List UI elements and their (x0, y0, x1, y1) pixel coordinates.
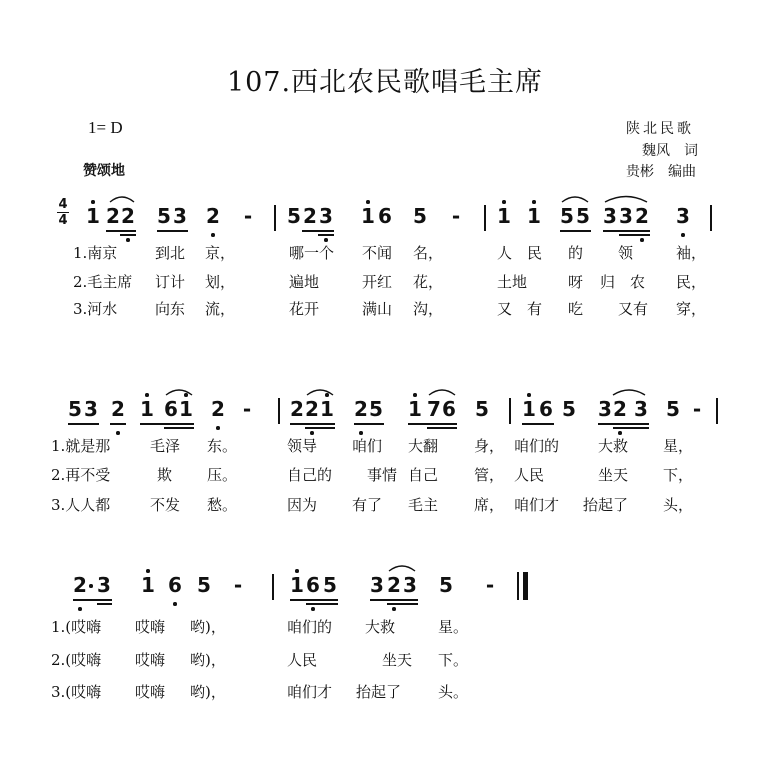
note: 2 (635, 204, 649, 228)
high-octave-dot (413, 393, 417, 397)
note: 2 (305, 397, 319, 421)
lyric: 沟， (413, 300, 444, 318)
eighth-underline (522, 423, 554, 425)
note: 1 (86, 204, 100, 228)
note: 1 (408, 397, 422, 421)
lyric: 3.人人都 (51, 496, 111, 514)
note: 3 (370, 573, 384, 597)
lyric: 袖， (676, 244, 707, 262)
dash: - (485, 573, 495, 597)
note: 3 (676, 204, 690, 228)
barline (274, 205, 276, 231)
lyric: 领导 (287, 437, 318, 455)
eighth-underline (302, 230, 334, 232)
lyric: 哟)， (190, 683, 226, 701)
eighth-underline (354, 423, 384, 425)
note: 2 (303, 204, 317, 228)
lyric: 哟)， (190, 618, 226, 636)
lyric: 不发 (150, 496, 181, 514)
lyric: 满山 (362, 300, 393, 318)
lyric: 大救 (365, 618, 396, 636)
lyric: 1.(哎嗨 (51, 618, 102, 636)
note: 2 (106, 204, 120, 228)
note: 6 (539, 397, 553, 421)
sixteenth-underline (619, 234, 650, 236)
lyric: 自己的 (287, 466, 333, 484)
eighth-underline (73, 599, 112, 601)
low-octave-dot (618, 431, 622, 435)
barline (710, 205, 712, 231)
note: 5 (287, 204, 301, 228)
note: 3 (97, 573, 111, 597)
note: 1 (140, 397, 154, 421)
low-octave-dot (116, 431, 120, 435)
sixteenth-underline (613, 427, 649, 429)
eighth-underline (290, 599, 338, 601)
lyric: 向东 (155, 300, 186, 318)
lyric: 流， (205, 300, 236, 318)
barline (509, 398, 511, 424)
low-octave-dot (359, 431, 363, 435)
lyric: 到北 (155, 244, 186, 262)
lyric: 咱们才 (514, 496, 560, 514)
note: 3 (319, 204, 333, 228)
eighth-underline (408, 423, 457, 425)
barline (484, 205, 486, 231)
note: 1 (497, 204, 511, 228)
lyric: 坐天 (598, 466, 629, 484)
lyricist-credit: 魏风 词 (642, 143, 698, 159)
lyric: 人 (497, 244, 513, 262)
note: 2 (387, 573, 401, 597)
low-octave-dot (126, 238, 130, 242)
final-barline-thick (523, 572, 528, 600)
sixteenth-underline (97, 603, 112, 605)
lyric: 京， (205, 244, 236, 262)
lyric: 不闻 (362, 244, 393, 262)
lyric: 因为 (287, 496, 318, 514)
slur (305, 385, 335, 397)
note: 5 (666, 397, 680, 421)
slur (108, 192, 136, 204)
low-octave-dot (216, 426, 220, 430)
note: 2 (206, 204, 220, 228)
lyric: 花开 (289, 300, 320, 318)
lyric: 星， (663, 437, 694, 455)
note: 2 (211, 397, 225, 421)
note: 2 (290, 397, 304, 421)
lyric: 3.(哎嗨 (51, 683, 102, 701)
eighth-underline (157, 230, 188, 232)
low-octave-dot (173, 602, 177, 606)
eighth-underline (106, 230, 136, 232)
note: 5 (439, 573, 453, 597)
eighth-underline (110, 423, 126, 425)
note: 1 (522, 397, 536, 421)
lyric: 毛主 (408, 496, 439, 514)
note: 1 (361, 204, 375, 228)
high-octave-dot (145, 393, 149, 397)
note: 1 (179, 397, 193, 421)
note: 5 (323, 573, 337, 597)
final-barline-thin (517, 572, 519, 600)
slur (611, 385, 647, 397)
lyric: 订计 (155, 273, 186, 291)
lyric: 有了 (352, 496, 383, 514)
lyric: 哎嗨 (135, 618, 166, 636)
lyric: 归 (600, 273, 616, 291)
sixteenth-underline (318, 234, 334, 236)
lyric: 抬起了 (583, 496, 629, 514)
page-title: 107.西北农民歌唱毛主席 (226, 67, 544, 98)
time-signature-top: 4 (58, 197, 68, 212)
lyric: 的 (568, 244, 584, 262)
lyric: 毛泽 (150, 437, 181, 455)
high-octave-dot (532, 200, 536, 204)
low-octave-dot (211, 233, 215, 237)
lyric: 下， (663, 466, 694, 484)
low-octave-dot (310, 431, 314, 435)
lyric: 又 (497, 300, 513, 318)
dash: - (243, 204, 253, 228)
high-octave-dot (527, 393, 531, 397)
low-octave-dot (681, 233, 685, 237)
lyric: 2.毛主席 (73, 273, 133, 291)
lyric: 1.就是那 (51, 437, 111, 455)
sixteenth-underline (120, 234, 136, 236)
sixteenth-underline (427, 427, 457, 429)
lyric: 哪一个 (289, 244, 335, 262)
lyric: 咱们才 (287, 683, 333, 701)
arranger-credit: 贵彬 编曲 (626, 164, 696, 180)
eighth-underline (68, 423, 99, 425)
note: 5 (197, 573, 211, 597)
lyric: 头， (663, 496, 694, 514)
note: 6 (378, 204, 392, 228)
note: 5 (157, 204, 171, 228)
lyric: 农 (630, 273, 646, 291)
lyric: 有 (527, 300, 543, 318)
lyric: 席， (474, 496, 505, 514)
lyric: 又有 (618, 300, 649, 318)
dash: - (242, 397, 252, 421)
note: 2 (613, 397, 627, 421)
lyric: 名， (413, 244, 444, 262)
lyric: 东。 (207, 437, 238, 455)
eighth-underline (290, 423, 335, 425)
source-credit: 陕北民歌 (626, 121, 694, 137)
lyric: 开红 (362, 273, 393, 291)
lyric: 划， (205, 273, 236, 291)
high-octave-dot (146, 569, 150, 573)
note: 3 (619, 204, 633, 228)
high-octave-dot (502, 200, 506, 204)
lyric: 身， (474, 437, 505, 455)
time-signature-bottom: 4 (58, 213, 68, 228)
lyric: 咱们的 (514, 437, 560, 455)
low-octave-dot (392, 607, 396, 611)
lyric: 坐天 (382, 651, 413, 669)
note: 1 (320, 397, 334, 421)
note: 2 (73, 573, 87, 597)
slur (603, 192, 649, 204)
lyric: 人民 (514, 466, 545, 484)
barline (272, 574, 274, 600)
lyric: 愁。 (207, 496, 238, 514)
eighth-underline (370, 599, 418, 601)
tempo-marking: 赞颂地 (83, 163, 125, 179)
lyric: 咱们的 (287, 618, 333, 636)
lyric: 自己 (408, 466, 439, 484)
lyric: 大救 (598, 437, 629, 455)
lyric: 遍地 (289, 273, 320, 291)
lyric: 2.(哎嗨 (51, 651, 102, 669)
lyric: 穿， (676, 300, 707, 318)
lyric: 星。 (438, 618, 469, 636)
time-signature (57, 198, 69, 227)
note: 2 (111, 397, 125, 421)
lyric: 2.再不受 (51, 466, 111, 484)
lyric: 吃 (568, 300, 584, 318)
note: 3 (634, 397, 648, 421)
note: 6 (442, 397, 456, 421)
lyric: 1.南京 (73, 244, 118, 262)
note: 1 (141, 573, 155, 597)
eighth-underline (560, 230, 591, 232)
augmentation-dot (89, 584, 93, 588)
eighth-underline (598, 423, 649, 425)
note: 6 (306, 573, 320, 597)
slur (387, 561, 417, 573)
lyric: 民 (527, 244, 543, 262)
note: 3 (173, 204, 187, 228)
lyric: 花， (413, 273, 444, 291)
lyric: 领 (618, 244, 634, 262)
lyric: 土地 (497, 273, 528, 291)
high-octave-dot (91, 200, 95, 204)
eighth-underline (140, 423, 194, 425)
lyric: 人民 (287, 651, 318, 669)
note: 3 (403, 573, 417, 597)
low-octave-dot (324, 238, 328, 242)
note: 7 (427, 397, 441, 421)
note: 5 (369, 397, 383, 421)
lyric: 呀 (568, 273, 584, 291)
sixteenth-underline (164, 427, 194, 429)
sixteenth-underline (305, 427, 335, 429)
sixteenth-underline (306, 603, 338, 605)
dash: - (692, 397, 702, 421)
slur (427, 385, 457, 397)
slur (560, 192, 590, 204)
lyric: 压。 (207, 466, 238, 484)
note: 6 (164, 397, 178, 421)
dash: - (233, 573, 243, 597)
slur (164, 385, 194, 397)
note: 5 (413, 204, 427, 228)
note: 1 (527, 204, 541, 228)
note: 5 (560, 204, 574, 228)
note: 5 (475, 397, 489, 421)
lyric: 哎嗨 (135, 651, 166, 669)
lyric: 管， (474, 466, 505, 484)
note: 1 (290, 573, 304, 597)
note: 5 (68, 397, 82, 421)
lyric: 3.河水 (73, 300, 118, 318)
low-octave-dot (640, 238, 644, 242)
high-octave-dot (295, 569, 299, 573)
key-signature: 1= D (88, 118, 123, 137)
note: 3 (598, 397, 612, 421)
note: 5 (576, 204, 590, 228)
lyric: 民， (676, 273, 707, 291)
note: 3 (84, 397, 98, 421)
barline (278, 398, 280, 424)
barline (716, 398, 718, 424)
note: 2 (121, 204, 135, 228)
note: 3 (603, 204, 617, 228)
lyric: 咱们 (352, 437, 383, 455)
lyric: 欺 (157, 466, 173, 484)
low-octave-dot (311, 607, 315, 611)
lyric: 抬起了 (356, 683, 402, 701)
sixteenth-underline (387, 603, 418, 605)
note: 6 (168, 573, 182, 597)
lyric: 哟)， (190, 651, 226, 669)
lyric: 头。 (438, 683, 469, 701)
lyric: 大翻 (408, 437, 439, 455)
eighth-underline (603, 230, 650, 232)
lyric: 事情 (367, 466, 398, 484)
low-octave-dot (78, 607, 82, 611)
note: 5 (562, 397, 576, 421)
dash: - (451, 204, 461, 228)
high-octave-dot (366, 200, 370, 204)
lyric: 下。 (438, 651, 469, 669)
lyric: 哎嗨 (135, 683, 166, 701)
note: 2 (354, 397, 368, 421)
